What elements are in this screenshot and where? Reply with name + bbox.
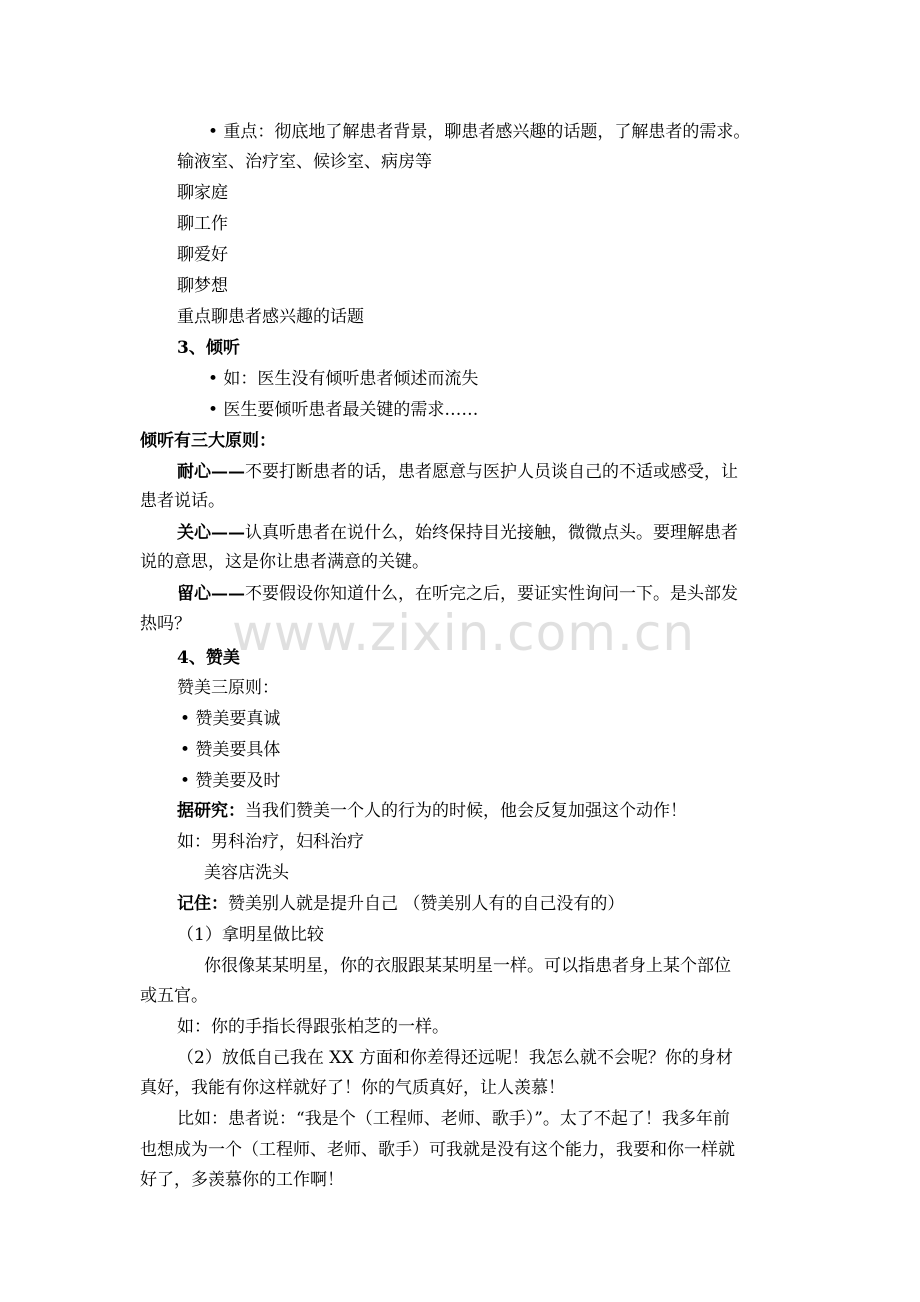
- praise-sincere: • 赞美要真诚: [180, 709, 281, 729]
- principle-patience-text: 不要打断患者的话，患者愿意与医护人员谈自己的不适或感受，让: [245, 462, 738, 482]
- bullet-focus-line: • 重点：彻底地了解患者背景，聊患者感兴趣的话题，了解患者的需求。: [208, 122, 751, 142]
- remember-line: [177, 894, 624, 914]
- principle-attention-text: 不要假设你知道什么，在听完之后，要证实性询问一下。是头部发: [245, 584, 738, 604]
- principle-care: [177, 523, 738, 543]
- example-line: 如：男科治疗，妇科治疗: [177, 832, 364, 852]
- example-patient-says-cont1: 也想成为一个（工程师、老师、歌手）可我就是没有这个能力，我要和你一样就: [140, 1140, 735, 1160]
- bullet-listen-need: • 医生要倾听患者最关键的需求……: [208, 400, 479, 420]
- remember-label: 记住：: [177, 894, 228, 914]
- section-heading-praise: 4、赞美: [177, 648, 240, 668]
- topic-family: 聊家庭: [177, 183, 228, 203]
- example-salon: 美容店洗头: [204, 863, 289, 883]
- principle-care-label: 关心——: [177, 523, 245, 543]
- praise-principles-heading: 赞美三原则：: [177, 678, 279, 698]
- method-1-text: 你很像某某明星，你的衣服跟某某明星一样。可以指患者身上某个部位: [204, 956, 731, 976]
- topic-dream: 聊梦想: [177, 276, 228, 296]
- principle-care-text: 认真听患者在说什么，始终保持目光接触，微微点头。要理解患者: [245, 523, 738, 543]
- bullet-listen-example: • 如：医生没有倾听患者倾述而流失: [208, 369, 479, 389]
- research-label: 据研究：: [177, 801, 245, 821]
- example-patient-says-cont2: 好了，多羡慕你的工作啊！: [140, 1170, 344, 1190]
- watermark: www.zixin.com.cn: [232, 604, 696, 662]
- principle-care-cont: 说的意思，这是你让患者满意的关键。: [140, 552, 429, 572]
- principle-attention-label: 留心——: [177, 584, 245, 604]
- listen-principles-heading: 倾听有三大原则：: [140, 431, 276, 451]
- principle-attention-cont: 热吗？: [140, 614, 191, 634]
- praise-timely: • 赞美要及时: [180, 771, 281, 791]
- principle-attention: [177, 584, 738, 604]
- method-2-text-cont: 真好，我能有你这样就好了！你的气质真好，让人羡慕！: [140, 1078, 565, 1098]
- principle-patience-cont: 患者说话。: [140, 491, 225, 511]
- research-line: [177, 801, 687, 821]
- method-2-text: （2）放低自己我在 XX 方面和你差得还远呢！我怎么就不会呢？你的身材: [177, 1048, 733, 1068]
- topic-hobby: 聊爱好: [177, 245, 228, 265]
- principle-patience-label: 耐心——: [177, 462, 245, 482]
- rooms-line: 输液室、治疗室、候诊室、病房等: [177, 152, 432, 172]
- principle-patience: [177, 462, 738, 482]
- topic-focus: 重点聊患者感兴趣的话题: [177, 307, 364, 327]
- method-1-text-cont: 或五官。: [140, 986, 208, 1006]
- praise-specific: • 赞美要具体: [180, 740, 281, 760]
- method-1-heading: （1）拿明星做比较: [177, 925, 324, 945]
- section-heading-listen: 3、倾听: [177, 338, 240, 358]
- topic-work: 聊工作: [177, 214, 228, 234]
- method-1-example: 如：你的手指长得跟张柏芝的一样。: [177, 1017, 449, 1037]
- example-patient-says: 比如：患者说：“我是个（工程师、老师、歌手）”。太了不起了！我多年前: [177, 1109, 730, 1129]
- research-text: 当我们赞美一个人的行为的时候，他会反复加强这个动作！: [245, 801, 687, 821]
- remember-text: 赞美别人就是提升自己 （赞美别人有的自己没有的）: [228, 894, 625, 914]
